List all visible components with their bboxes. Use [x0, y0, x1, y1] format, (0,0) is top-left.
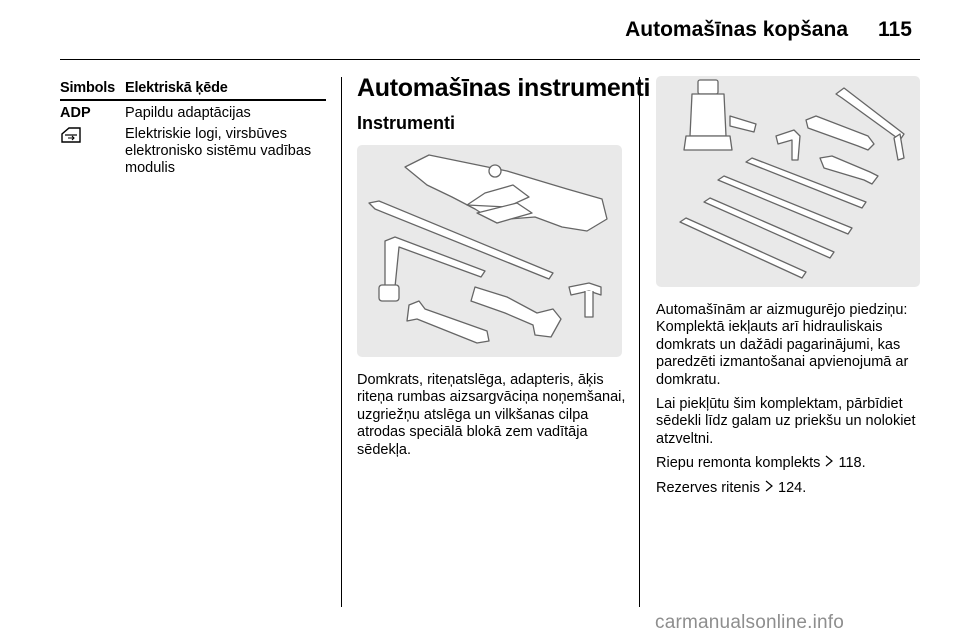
- cross-reference-tyre-repair[interactable]: [656, 455, 920, 472]
- hydraulic-jack-and-extensions-illustration: [656, 76, 920, 287]
- page-number: 115: [878, 18, 912, 41]
- page-header-title: Automašīnas kopšana: [625, 18, 848, 41]
- table-row: [60, 126, 326, 177]
- row-symbol: ADP: [60, 105, 91, 121]
- reference-text: Rezerves ritenis: [656, 479, 760, 496]
- access-kit-paragraph: Lai piekļūtu šim komplektam, pārbīdiet sēdekli līdz galam uz priekšu un nolokiet atzveltni.: [656, 396, 916, 447]
- col-symbol-header: Simbols: [60, 80, 115, 96]
- page-reference-arrow-icon: [764, 480, 774, 497]
- tool-location-paragraph: Domkrats, riteņatslēga, adapteris, āķis riteņa rumbas aizsargvāciņa noņemšanai, uzgriežņu atslēga un vilkšanas cilpa atrodas speciālā blokā zem vadītāja sēdekļa.: [357, 372, 626, 458]
- reference-page: 118.: [838, 455, 866, 472]
- table-header: [60, 80, 326, 101]
- hydraulic-jack-kit-figure: [656, 76, 920, 287]
- tool-kit-figure: [357, 145, 622, 357]
- window-lock-icon: [60, 126, 82, 144]
- section-title: Automašīnas instrumenti: [357, 74, 651, 102]
- header-rule: [60, 59, 920, 60]
- table-row: [60, 105, 326, 122]
- reference-page: 124.: [778, 479, 807, 496]
- watermark: carmanualsonline.info: [655, 612, 845, 633]
- column-divider-right: [639, 77, 640, 607]
- scissor-jack-and-tools-illustration: [357, 145, 622, 357]
- column-divider-left: [341, 77, 342, 607]
- col-circuit-header: Elektriskā ķēde: [125, 80, 228, 96]
- section-subtitle: Instrumenti: [357, 113, 456, 133]
- middle-text-block: [357, 372, 629, 466]
- rwd-kit-paragraph: Automašīnām ar aizmugurējo piedziņu: Komplektā iekļauts arī hidrauliskais domkrats un dažādi pagarinājumi, kas paredzēti izmantošanai apvienojumā ar domkratu.: [656, 302, 909, 388]
- reference-text: Riepu remonta komplekts: [656, 455, 821, 472]
- fuse-table: [60, 80, 326, 177]
- row-symbol: [60, 126, 125, 177]
- right-text-block: [656, 302, 920, 504]
- row-text: Papildu adaptācijas: [125, 105, 251, 121]
- cross-reference-spare-wheel[interactable]: [656, 480, 920, 497]
- page-reference-arrow-icon: [824, 455, 834, 472]
- row-text: Elektriskie logi, virsbūves elektronisko sistēmu vadības modulis: [125, 126, 312, 176]
